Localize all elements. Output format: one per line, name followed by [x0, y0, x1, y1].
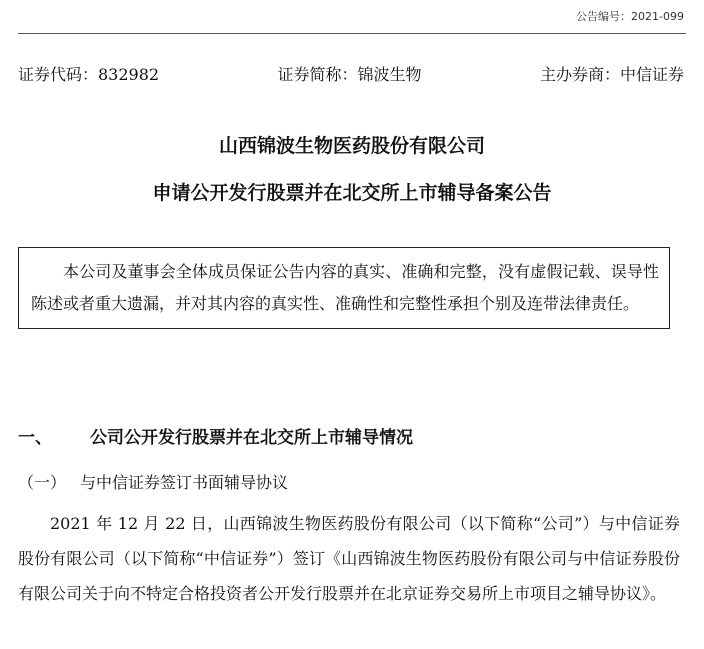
stock-abbreviation: 证券简称：锦波生物 — [277, 65, 422, 84]
stock-code: 证券代码：832982 — [18, 65, 160, 84]
disclaimer-box — [18, 247, 670, 329]
section-title: 公司公开发行股票并在北交所上市辅导情况 — [90, 428, 413, 448]
notice-number: 公告编号：2021-099 — [576, 10, 684, 23]
body-paragraph: 2021 年 12 月 22 日，山西锦波生物医药股份有限公司（以下简称“公司”）与中信证券股份有限公司（以下简称“中信证券”）签订《山西锦波生物医药股份有限公司与中信证券股份有限公司关于向不特定合格投资者公开发行股票并在北京证券交易所上市项目之辅导协议》。 — [18, 514, 680, 603]
company-title: 山西锦波生物医药股份有限公司 — [218, 135, 485, 157]
subsection-title: 与中信证券签订书面辅导协议 — [80, 473, 289, 492]
announcement-title: 申请公开发行股票并在北交所上市辅导备案公告 — [152, 182, 552, 204]
securities-info-row — [18, 62, 684, 85]
subsection-number: （一） — [18, 473, 67, 492]
section-number: 一、 — [18, 428, 52, 448]
sponsor-broker: 主办券商：中信证券 — [539, 65, 684, 84]
section-heading — [18, 423, 413, 448]
subsection-heading — [18, 470, 288, 493]
disclaimer-text: 本公司及董事会全体成员保证公告内容的真实、准确和完整，没有虚假记载、误导性陈述或者重大遗漏，并对其内容的真实性、准确性和完整性承担个别及连带法律责任。 — [31, 262, 659, 313]
header-divider — [18, 33, 686, 34]
